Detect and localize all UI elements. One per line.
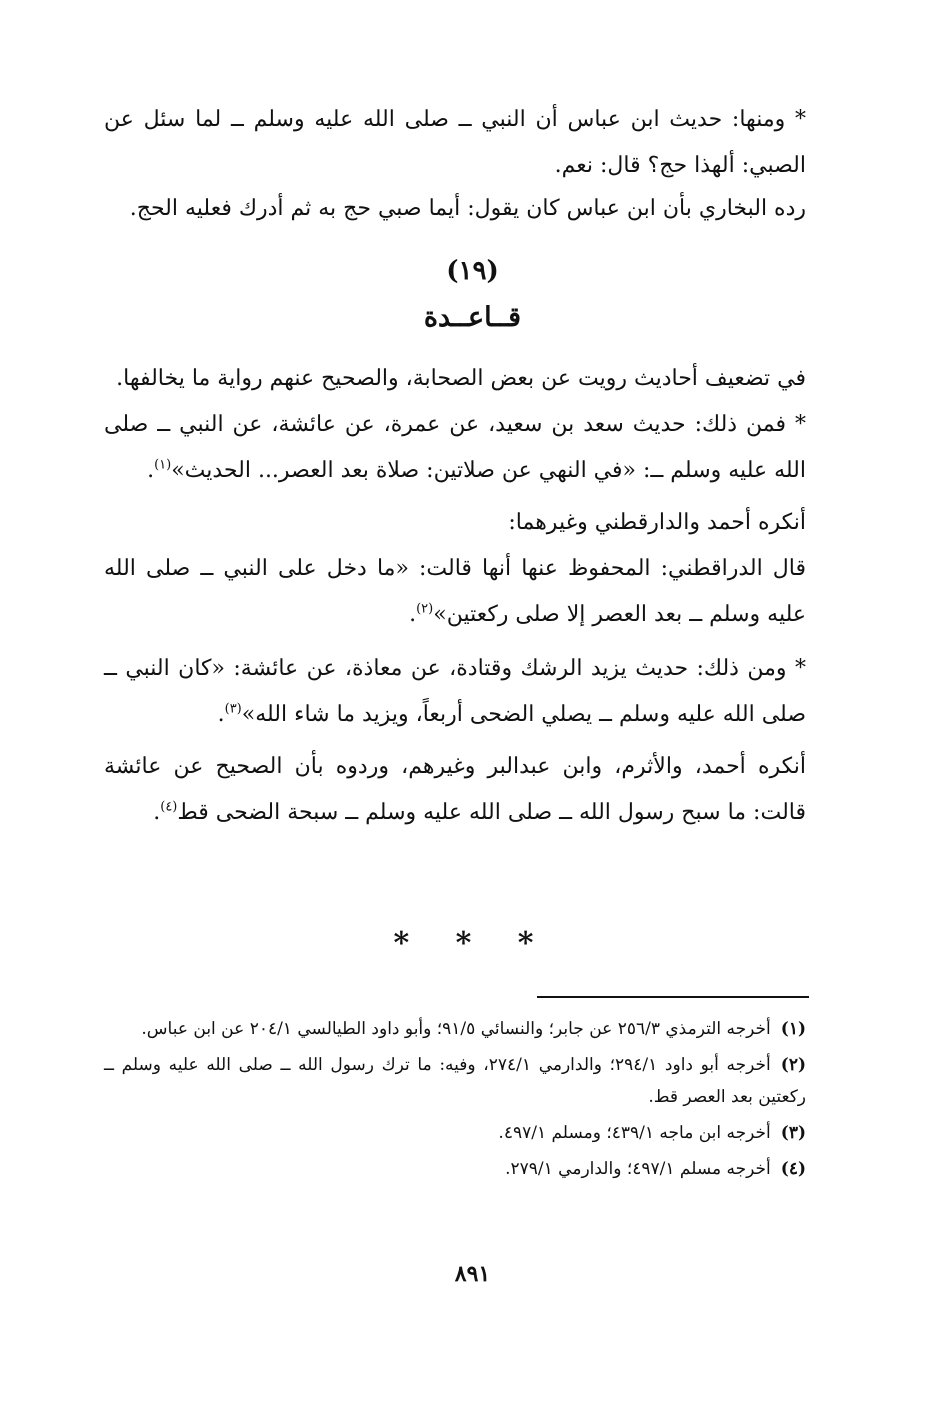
daraqutni-paragraph	[104, 546, 806, 638]
hadith-paragraph-ibn-abbas: * ومنها: حديث ابن عباس أن النبي ــ صلى الله عليه وسلم ــ لما سئل عن الصبي: ألهذا حج؟ قال: نعم.	[104, 107, 806, 178]
footnotes-block	[104, 1013, 806, 1189]
footnote-divider	[537, 996, 809, 998]
rule-intro-paragraph: في تضعيف أحاديث رويت عن بعض الصحابة، والصحيح عنهم رواية ما يخالفها.	[116, 366, 806, 391]
footnote-number: (٢)	[780, 1055, 806, 1075]
main-text-block	[104, 356, 806, 836]
duha-objection-text: أنكره أحمد، والأثرم، وابن عبدالبر وغيرهم، وردوه بأن الصحيح عن عائشة قالت: ما سبح رسول الله ــ صلى الله عليه وسلم ــ سبحة الضحى قط	[104, 754, 806, 825]
section-title: قــاعــدة	[423, 302, 522, 333]
saad-hadith-paragraph	[104, 402, 806, 494]
footnote-text: أخرجه ابن ماجه ٤٣٩/١؛ ومسلم ٤٩٧/١.	[498, 1123, 771, 1143]
yazid-hadith-paragraph	[104, 646, 806, 738]
daraqutni-end: .	[409, 602, 417, 627]
footnote-number: (١)	[780, 1019, 806, 1039]
saad-hadith-end: .	[147, 458, 155, 483]
footnote-ref-1[interactable]: (١)	[154, 457, 172, 473]
section-separator: * * *	[393, 926, 552, 961]
footnote-number: (٤)	[780, 1159, 806, 1179]
section-number: (١٩)	[446, 256, 499, 286]
daraqutni-text: قال الدراقطني: المحفوظ عنها أنها قالت: «ما دخل على النبي ــ صلى الله عليه وسلم ــ بعد العصر إلا صلى ركعتين»	[104, 556, 806, 627]
page-number: ٨٩١	[454, 1261, 491, 1287]
footnote-text: أخرجه أبو داود ٢٩٤/١؛ والدارمي ٢٧٤/١، وفيه: ما ترك رسول الله ــ صلى الله عليه وسلم ــ ركعتين بعد العصر قط.	[104, 1055, 806, 1107]
footnote-item	[104, 1153, 806, 1185]
duha-objection-end: .	[153, 800, 161, 825]
footnote-number: (٣)	[780, 1123, 806, 1143]
footnote-ref-3[interactable]: (٣)	[224, 701, 242, 717]
footnote-text: أخرجه الترمذي ٢٥٦/٣ عن جابر؛ والنسائي ٩١/٥؛ وأبو داود الطيالسي ٢٠٤/١ عن ابن عباس.	[141, 1019, 771, 1039]
duha-objection-paragraph	[104, 744, 806, 836]
footnote-ref-2[interactable]: (٢)	[416, 601, 434, 617]
ahmad-objection-paragraph: أنكره أحمد والدارقطني وغيرهما:	[508, 510, 806, 535]
top-text-block	[104, 97, 806, 229]
yazid-hadith-text: * ومن ذلك: حديث يزيد الرشك وقتادة، عن معاذة، عن عائشة: «كان النبي ــ صلى الله عليه وسلم ــ يصلي الضحى أربعاً، ويزيد ما شاء الله»	[104, 656, 806, 727]
footnote-ref-4[interactable]: (٤)	[160, 799, 178, 815]
footnote-item	[104, 1117, 806, 1149]
footnote-item	[104, 1049, 806, 1113]
saad-hadith-text: * فمن ذلك: حديث سعد بن سعيد، عن عمرة، عن عائشة، عن النبي ــ صلى الله عليه وسلم ــ: «في النهي عن صلاتين: صلاة بعد العصر... الحديث»	[104, 412, 806, 483]
footnote-text: أخرجه مسلم ٤٩٧/١؛ والدارمي ٢٧٩/١.	[505, 1159, 771, 1179]
footnote-item	[104, 1013, 806, 1045]
bukhari-rebuttal-paragraph: رده البخاري بأن ابن عباس كان يقول: أيما صبي حج به ثم أدرك فعليه الحج.	[129, 196, 806, 221]
yazid-hadith-end: .	[217, 702, 225, 727]
